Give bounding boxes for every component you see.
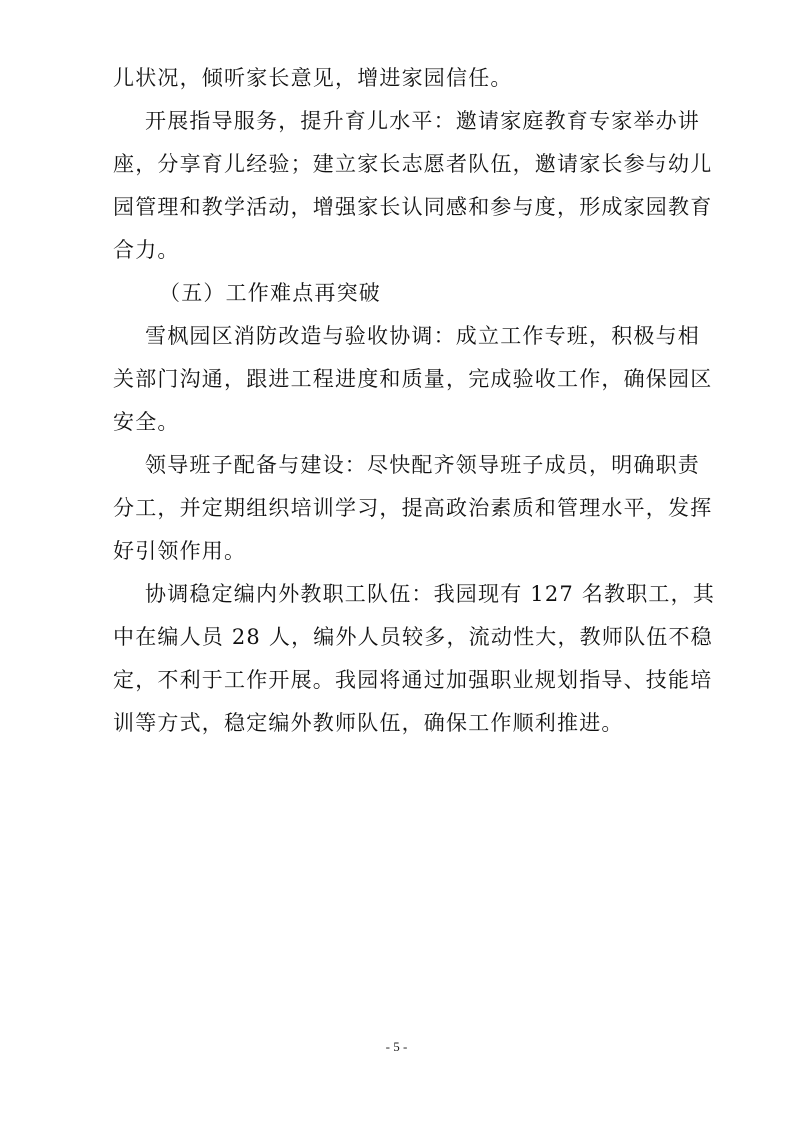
paragraph-staff-line-2: 中在编人员 28 人，编外人员较多，流动性大，教师队伍不稳 bbox=[113, 625, 713, 649]
paragraph-fire-renovation-line-2: 关部门沟通，跟进工程进度和质量，完成验收工作，确保园区 bbox=[113, 367, 713, 391]
paragraph-staff-line-3: 定，不利于工作开展。我园将通过加强职业规划指导、技能培 bbox=[113, 668, 713, 692]
paragraph-leadership-line-3: 好引领作用。 bbox=[113, 539, 247, 563]
paragraph-fire-renovation-line-3: 安全。 bbox=[113, 410, 180, 434]
document-body bbox=[113, 57, 716, 745]
paragraph-leadership-line-1: 领导班子配备与建设：尽快配齐领导班子成员，明确职责 bbox=[145, 453, 700, 477]
paragraph-staff-line-4: 训等方式，稳定编外教师队伍，确保工作顺利推进。 bbox=[113, 711, 624, 735]
section-heading: （五）工作难点再突破 bbox=[159, 281, 381, 305]
paragraph-guidance-service-line-1: 开展指导服务，提升育儿水平：邀请家庭教育专家举办讲 bbox=[145, 109, 700, 133]
paragraph-staff-line-1: 协调稳定编内外教职工队伍：我园现有 127 名教职工，其 bbox=[145, 582, 716, 606]
paragraph-guidance-service-line-4: 合力。 bbox=[113, 238, 180, 262]
paragraph-fire-renovation-line-1: 雪枫园区消防改造与验收协调：成立工作专班，积极与相 bbox=[145, 324, 700, 348]
paragraph-leadership-line-2: 分工，并定期组织培训学习，提高政治素质和管理水平，发挥 bbox=[113, 496, 713, 520]
paragraph-guidance-service-line-3: 园管理和教学活动，增强家长认同感和参与度，形成家园教育 bbox=[113, 195, 713, 219]
paragraph-guidance-service-line-2: 座，分享育儿经验；建立家长志愿者队伍，邀请家长参与幼儿 bbox=[113, 152, 713, 176]
paragraph-continuation-line: 儿状况，倾听家长意见，增进家园信任。 bbox=[113, 66, 513, 90]
page-number: - 5 - bbox=[385, 1039, 408, 1054]
